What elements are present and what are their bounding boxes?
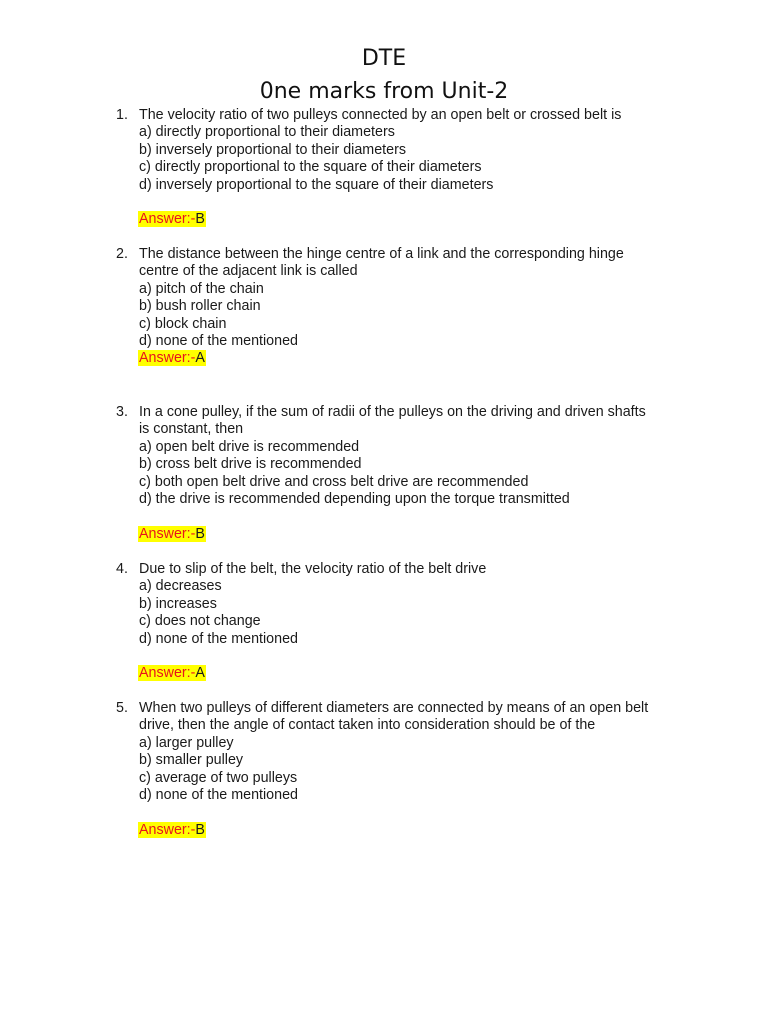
question-number: 3. xyxy=(116,404,128,420)
option-c: c) both open belt drive and cross belt drive are recommended xyxy=(139,473,529,490)
question-5 xyxy=(116,700,716,839)
answer-value: B xyxy=(195,821,205,838)
question-number: 2. xyxy=(116,246,128,262)
question-stem: In a cone pulley, if the sum of radii of the pulleys on the driving and driven shafts xyxy=(139,404,646,420)
option-b: b) cross belt drive is recommended xyxy=(139,456,362,473)
question-stem: Due to slip of the belt, the velocity ratio of the belt drive xyxy=(139,561,487,577)
answer-label: Answer:- xyxy=(139,350,196,367)
option-d: d) none of the mentioned xyxy=(139,630,298,647)
option-d: d) inversely proportional to the square of their diameters xyxy=(139,176,494,193)
question-stem: The distance between the hinge centre of a link and the corresponding hinge xyxy=(139,246,624,262)
option-a: a) directly proportional to their diameters xyxy=(139,124,395,141)
answer-value: B xyxy=(195,525,205,542)
question-stem: The velocity ratio of two pulleys connected by an open belt or crossed belt is xyxy=(139,107,622,123)
option-b: b) smaller pulley xyxy=(139,752,244,769)
option-c: c) directly proportional to the square of their diameters xyxy=(139,159,482,176)
option-c: c) does not change xyxy=(139,613,261,630)
answer-highlight xyxy=(138,211,206,227)
question-number: 1. xyxy=(116,107,128,123)
answer-highlight xyxy=(138,665,206,681)
option-b: b) inversely proportional to their diameters xyxy=(139,141,406,158)
answer-value: A xyxy=(195,350,205,367)
option-a: a) pitch of the chain xyxy=(139,280,264,297)
answer-label: Answer:- xyxy=(139,525,196,542)
answer-highlight xyxy=(138,526,206,542)
option-d: d) the drive is recommended depending upon the torque transmitted xyxy=(139,491,570,508)
question-2 xyxy=(116,246,716,368)
question-number: 4. xyxy=(116,561,128,577)
option-a: a) larger pulley xyxy=(139,734,234,751)
question-4 xyxy=(116,561,716,683)
document-title: DTE xyxy=(361,46,407,71)
answer-value: B xyxy=(195,211,205,228)
question-3 xyxy=(116,404,716,543)
answer-label: Answer:- xyxy=(139,665,196,682)
answer-label: Answer:- xyxy=(139,821,196,838)
option-c: c) block chain xyxy=(139,315,227,332)
option-a: a) open belt drive is recommended xyxy=(139,438,360,455)
question-stem-continued: is constant, then xyxy=(139,421,244,438)
question-stem: When two pulleys of different diameters are connected by means of an open belt xyxy=(139,700,649,716)
answer-label: Answer:- xyxy=(139,211,196,228)
option-b: b) increases xyxy=(139,595,217,612)
answer-highlight xyxy=(138,822,206,838)
option-d: d) none of the mentioned xyxy=(139,333,298,350)
option-d: d) none of the mentioned xyxy=(139,787,298,804)
option-b: b) bush roller chain xyxy=(139,298,261,315)
question-stem-continued: drive, then the angle of contact taken into consideration should be of the xyxy=(139,717,596,734)
question-number: 5. xyxy=(116,700,128,716)
question-stem-continued: centre of the adjacent link is called xyxy=(139,263,358,280)
answer-value: A xyxy=(195,665,205,682)
answer-highlight xyxy=(138,350,206,366)
document-subtitle: 0ne marks from Unit-2 xyxy=(259,79,509,104)
question-1 xyxy=(116,107,716,229)
option-c: c) average of two pulleys xyxy=(139,769,298,786)
option-a: a) decreases xyxy=(139,578,222,595)
